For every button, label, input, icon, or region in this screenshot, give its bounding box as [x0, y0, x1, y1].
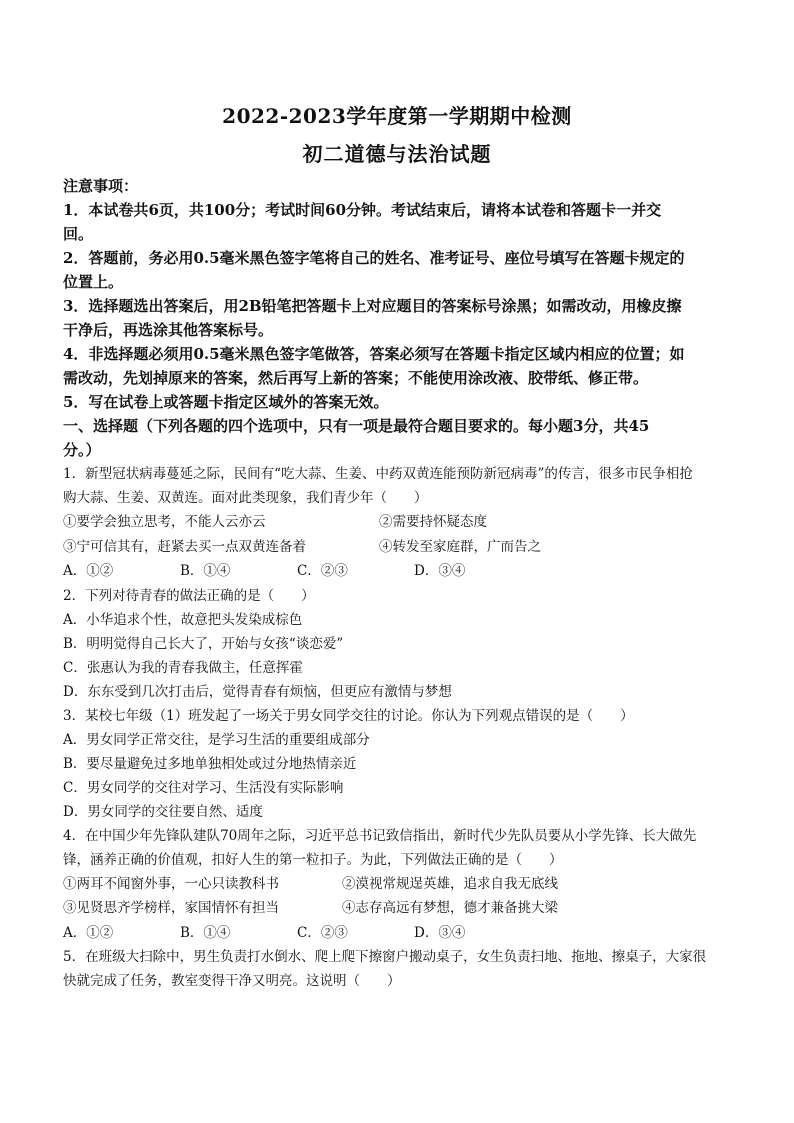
q4-item: ②漠视常规逞英雄，追求自我无底线 — [342, 875, 558, 892]
q5-stem: 快就完成了任务，教室变得干净又明亮。这说明（ ） — [63, 973, 401, 989]
notice-line: 4．非选择题必须用0.5毫米黑色签字笔做答，答案必须写在答题卡指定区域内相应的位置；如 — [63, 345, 685, 363]
q4-choice-d: D．③④ — [414, 924, 466, 941]
q4-item: ③见贤思齐学榜样，家国情怀有担当 — [63, 900, 279, 916]
q4-choice-b: B．①④ — [180, 924, 231, 941]
exam-content — [63, 174, 735, 993]
q1-choices-row — [63, 559, 735, 584]
exam-subtitle: 初二道德与法治试题 — [302, 142, 492, 166]
q4-items-row — [63, 872, 735, 897]
q1-choice-a: A．①② — [63, 563, 114, 579]
q4-choices-row — [63, 921, 735, 946]
q2-option-a: A．小华追求个性，故意把头发染成棕色 — [63, 611, 303, 628]
q1-items-row — [63, 535, 735, 560]
q1-item: ①要学会独立思考，不能人云亦云 — [63, 514, 266, 530]
notice-heading: 注意事项： — [63, 177, 139, 195]
q1-choice-d: D．③④ — [414, 563, 466, 579]
q4-choice-c: C．②③ — [297, 924, 348, 941]
notice-line: 位置上。 — [63, 273, 124, 291]
exam-title: 2022-2023学年度第一学期期中检测 — [222, 104, 572, 128]
q2-option-d: D．东东受到几次打击后，觉得青春有烦恼，但更应有激情与梦想 — [63, 683, 452, 700]
q3-option-d: D．男女同学的交往要自然、适度 — [63, 803, 263, 820]
section-heading: 一、选择题（下列各题的四个选项中，只有一项是最符合题目要求的。每小题3分，共45 — [63, 417, 650, 435]
notice-line: 1．本试卷共6页，共100分；考试时间60分钟。考试结束后，请将本试卷和答题卡一并交 — [63, 201, 662, 219]
notice-line: 回。 — [63, 225, 94, 243]
q2-option-c: C．张惠认为我的青春我做主，任意挥霍 — [63, 659, 303, 676]
q1-item: ②需要持怀疑态度 — [379, 514, 487, 530]
q3-option-a: A．男女同学正常交往，是学习生活的重要组成部分 — [63, 731, 370, 748]
q3-stem: 3．某校七年级（1）班发起了一场关于男女同学交往的讨论。你认为下列观点错误的是（ ） — [63, 707, 634, 724]
notice-line: 5．写在试卷上或答题卡指定区域外的答案无效。 — [63, 393, 389, 411]
q4-item: ①两耳不闻窗外事，一心只读教科书 — [63, 875, 279, 892]
q4-item: ④志存高远有梦想，德才兼备挑大梁 — [342, 900, 558, 916]
q1-choice-b: B．①④ — [180, 563, 231, 579]
q1-item: ③宁可信其有，赶紧去买一点双黄连备着 — [63, 538, 306, 555]
notice-line: 3．选择题选出答案后，用2B铅笔把答题卡上对应题目的答案标号涂黑；如需改动，用橡皮擦 — [63, 297, 682, 315]
q4-items-row — [63, 896, 735, 921]
q1-items-row — [63, 510, 735, 535]
section-heading: 分。） — [63, 441, 101, 459]
q1-stem: 1．新型冠状病毒蔓延之际，民间有“吃大蒜、生姜、中药双黄连能预防新冠病毒”的传言，很多市民争相抢 — [63, 466, 693, 482]
q4-stem: 4．在中国少年先锋队建队70周年之际，习近平总书记致信指出，新时代少先队员要从小学先锋、长大做先 — [63, 827, 697, 844]
notice-line: 2．答题前，务必用0.5毫米黑色签字笔将自己的姓名、准考证号、座位号填写在答题卡规定的 — [63, 249, 685, 267]
q1-stem: 购大蒜、生姜、双黄连。面对此类现象，我们青少年（ ） — [63, 490, 428, 506]
q3-option-b: B．要尽量避免过多地单独相处或过分地热情亲近 — [63, 755, 357, 772]
q5-stem: 5．在班级大扫除中，男生负责打水倒水、爬上爬下擦窗户搬动桌子，女生负责扫地、拖地、擦桌子，大家很 — [63, 949, 707, 965]
q4-stem: 锋，涵养正确的价值观，扣好人生的第一粒扣子。为此，下列做法正确的是（ ） — [63, 851, 563, 868]
q3-option-c: C．男女同学的交往对学习、生活没有实际影响 — [63, 779, 344, 796]
q2-option-b: B．明明觉得自己长大了，开始与女孩“谈恋爱” — [63, 635, 344, 652]
q1-item: ④转发至家庭群，广而告之 — [379, 538, 541, 555]
q4-choice-a: A．①② — [63, 924, 114, 941]
notice-line: 干净后，再选涂其他答案标号。 — [63, 321, 274, 339]
q2-stem: 2．下列对待青春的做法正确的是（ ） — [63, 587, 315, 604]
notice-line: 需改动，先划掉原来的答案，然后再写上新的答案；不能使用涂改液、胶带纸、修正带。 — [63, 369, 649, 387]
q1-choice-c: C．②③ — [297, 563, 348, 579]
